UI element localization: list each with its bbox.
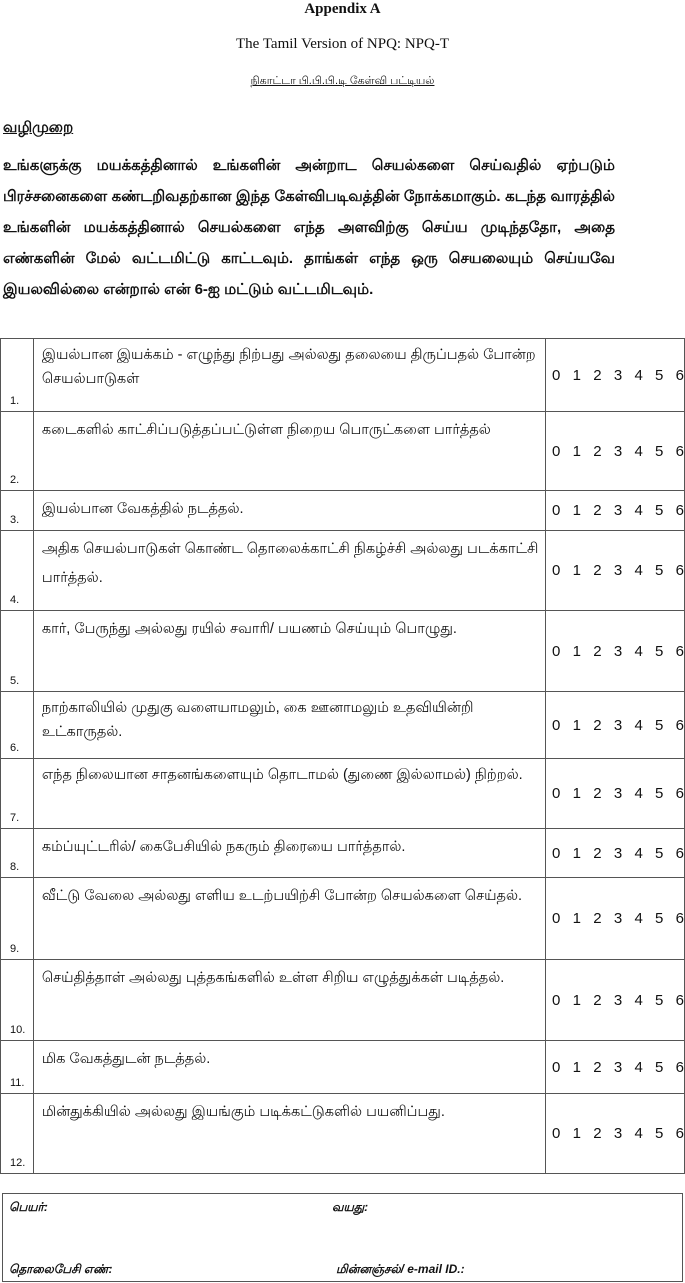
question-text: கடைகளில் காட்சிப்படுத்தப்பட்டுள்ள நிறைய பொருட்களை பார்த்தல்: [33, 412, 545, 491]
question-row: [1, 1041, 685, 1094]
question-text: இயல்பான வேகத்தில் நடத்தல்.: [33, 491, 545, 531]
score-option[interactable]: 2: [593, 844, 602, 862]
score-option[interactable]: 5: [655, 366, 664, 384]
score-option[interactable]: 5: [655, 562, 664, 579]
score-option[interactable]: 0: [552, 502, 561, 519]
score-option[interactable]: 4: [634, 366, 643, 384]
score-option[interactable]: 5: [655, 1058, 664, 1076]
score-option[interactable]: 1: [572, 442, 581, 460]
question-row: [1, 1094, 685, 1174]
score-option[interactable]: 3: [613, 562, 623, 579]
score-option[interactable]: 4: [634, 442, 643, 460]
question-number: 1.: [1, 339, 34, 412]
score-option[interactable]: 2: [593, 442, 602, 460]
rating-scale: [546, 692, 685, 759]
score-option[interactable]: 5: [655, 642, 664, 660]
score-option[interactable]: 5: [655, 502, 664, 519]
question-number: 2.: [1, 412, 34, 491]
score-option[interactable]: 5: [655, 785, 664, 802]
score-option[interactable]: 4: [634, 991, 643, 1009]
score-option[interactable]: 0: [552, 785, 561, 802]
score-option[interactable]: 6: [675, 366, 684, 384]
question-number: 11.: [1, 1041, 34, 1094]
score-option[interactable]: 0: [552, 991, 561, 1009]
score-option[interactable]: 1: [572, 910, 581, 927]
score-option[interactable]: 5: [655, 910, 664, 927]
question-row: [1, 611, 685, 692]
rating-scale: [546, 1094, 685, 1174]
score-option[interactable]: 3: [613, 642, 623, 660]
rating-scale: [546, 759, 685, 829]
question-text: அதிக செயல்பாடுகள் கொண்ட தொலைக்காட்சி நிகழ்ச்சி அல்லது படக்காட்சி பார்த்தல்.: [33, 531, 545, 611]
question-text: நாற்காலியில் முதுகு வளையாமலும், கை ஊனாமலும் உதவியின்றி உட்காருதல்.: [33, 692, 545, 759]
score-option[interactable]: 2: [593, 716, 602, 734]
score-option[interactable]: 5: [655, 442, 664, 460]
rating-scale: [546, 960, 685, 1041]
score-option[interactable]: 0: [552, 1125, 561, 1142]
score-option[interactable]: 6: [675, 642, 684, 660]
score-option[interactable]: 3: [613, 366, 623, 384]
score-option[interactable]: 1: [572, 991, 581, 1009]
score-option[interactable]: 0: [552, 562, 561, 579]
question-text: கம்ப்யுட்டரில்/ கைபேசியில் நகரும் திரையை பார்த்தால்.: [33, 829, 545, 878]
question-text: கார், பேருந்து அல்லது ரயில் சவாரி/ பயணம் செய்யும் பொழுது.: [33, 611, 545, 692]
rating-scale: [546, 412, 685, 491]
question-text: எந்த நிலையான சாதனங்களையும் தொடாமல் (துணை இல்லாமல்) நிற்றல்.: [33, 759, 545, 829]
question-row: [1, 692, 685, 759]
score-option[interactable]: 4: [634, 716, 643, 734]
score-option[interactable]: 6: [675, 1125, 684, 1142]
score-option[interactable]: 3: [613, 910, 623, 927]
score-option[interactable]: 1: [572, 785, 581, 802]
score-option[interactable]: 6: [675, 716, 684, 734]
question-number: 5.: [1, 611, 34, 692]
instructions-text: உங்களுக்கு மயக்கத்தினால் உங்களின் அன்றாட செயல்களை செய்வதில் ஏற்படும் பிரச்சனைகளை கண்டறிவதற்கான இந்த கேள்விபடிவத்தின் நோக்கமாகும். கடந்த வாரத்தில் உங்களின் மயக்கத்தினால் செயல்களை எந்த அளவிற்கு செய்ய முடிந்ததோ, அதை எண்களின் மேல் வட்டமிட்டு காட்டவும். தாங்கள் எந்த ஒரு செயலையும் செய்யவே இயலவில்லை என்றால் என் 6-ஐ மட்டும் வட்டமிடவும்.: [3, 157, 615, 298]
respondent-info-box: [2, 1193, 683, 1282]
score-option[interactable]: 1: [572, 1125, 581, 1142]
question-number: 12.: [1, 1094, 34, 1174]
score-option[interactable]: 5: [655, 716, 664, 734]
score-option[interactable]: 3: [613, 1125, 623, 1142]
score-option[interactable]: 4: [634, 1125, 643, 1142]
score-option[interactable]: 2: [593, 991, 602, 1009]
score-option[interactable]: 4: [634, 562, 643, 579]
score-option[interactable]: 4: [634, 785, 643, 802]
score-option[interactable]: 1: [572, 1058, 581, 1076]
score-option[interactable]: 3: [613, 716, 623, 734]
score-option[interactable]: 4: [634, 642, 643, 660]
email-field-label: மின்னஞ்சல்/ e-mail ID.:: [336, 1262, 465, 1276]
score-option[interactable]: 5: [655, 1125, 664, 1142]
score-option[interactable]: 6: [675, 1058, 684, 1076]
score-option[interactable]: 3: [613, 991, 623, 1009]
document-subtitle: The Tamil Version of NPQ: NPQ-T: [236, 36, 449, 52]
score-option[interactable]: 2: [593, 1125, 602, 1142]
question-row: [1, 829, 685, 878]
question-number: 8.: [1, 829, 34, 878]
score-option[interactable]: 3: [613, 442, 623, 460]
score-option[interactable]: 2: [593, 785, 602, 802]
score-option[interactable]: 1: [572, 642, 581, 660]
score-option[interactable]: 0: [552, 442, 561, 460]
score-option[interactable]: 0: [552, 366, 561, 384]
question-row: [1, 960, 685, 1041]
score-option[interactable]: 3: [613, 1058, 623, 1076]
question-row: [1, 412, 685, 491]
questionnaire-table: [0, 338, 685, 1174]
score-option[interactable]: 6: [675, 785, 684, 802]
question-number: 6.: [1, 692, 34, 759]
question-number: 7.: [1, 759, 34, 829]
question-row: [1, 491, 685, 531]
score-option[interactable]: 6: [675, 844, 684, 862]
score-option[interactable]: 0: [552, 1058, 561, 1076]
question-text: மின்துக்கியில் அல்லது இயங்கும் படிக்கட்டுகளில் பயனிப்பது.: [33, 1094, 545, 1174]
name-field-label: பெயர்:: [9, 1200, 48, 1214]
age-field-label: வயது:: [332, 1200, 369, 1214]
score-option[interactable]: 2: [593, 562, 602, 579]
score-option[interactable]: 5: [655, 844, 664, 862]
question-text: செய்தித்தாள் அல்லது புத்தகங்களில் உள்ள சிறிய எழுத்துக்கள் படித்தல்.: [33, 960, 545, 1041]
score-option[interactable]: 0: [552, 910, 561, 927]
score-option[interactable]: 2: [593, 502, 602, 519]
rating-scale: [546, 611, 685, 692]
question-number: 3.: [1, 491, 34, 531]
score-option[interactable]: 6: [675, 562, 684, 579]
score-option[interactable]: 5: [655, 991, 664, 1009]
score-option[interactable]: 4: [634, 502, 643, 519]
rating-scale: [546, 1041, 685, 1094]
question-row: [1, 759, 685, 829]
score-option[interactable]: 6: [675, 991, 684, 1009]
score-option[interactable]: 1: [572, 716, 581, 734]
question-row: [1, 531, 685, 611]
score-option[interactable]: 6: [675, 442, 684, 460]
score-option[interactable]: 1: [572, 366, 581, 384]
score-option[interactable]: 3: [613, 844, 623, 862]
score-option[interactable]: 2: [593, 910, 602, 927]
score-option[interactable]: 0: [552, 642, 561, 660]
score-option[interactable]: 2: [593, 366, 602, 384]
score-option[interactable]: 4: [634, 910, 643, 927]
score-option[interactable]: 6: [675, 910, 684, 927]
rating-scale: [546, 531, 685, 611]
rating-scale: [546, 878, 685, 960]
question-number: 10.: [1, 960, 34, 1041]
score-option[interactable]: 4: [634, 1058, 643, 1076]
appendix-title: Appendix A: [304, 1, 381, 17]
question-text: மிக வேகத்துடன் நடத்தல்.: [33, 1041, 545, 1094]
score-option[interactable]: 1: [572, 502, 581, 519]
score-option[interactable]: 2: [593, 642, 602, 660]
question-row: [1, 339, 685, 412]
tamil-title: நிகாட்டா பி.பி.பி.டி கேள்வி பட்டியல்: [250, 75, 435, 87]
rating-scale: [546, 491, 685, 531]
score-option[interactable]: 0: [552, 716, 561, 734]
phone-field-label: தொலைபேசி எண்:: [9, 1262, 113, 1276]
question-text: வீட்டு வேலை அல்லது எளிய உடற்பயிற்சி போன்ற செயல்களை செய்தல்.: [33, 878, 545, 960]
score-option[interactable]: 3: [613, 785, 623, 802]
score-option[interactable]: 1: [572, 844, 581, 862]
question-text: இயல்பான இயக்கம் - எழுந்து நிற்பது அல்லது தலையை திருப்பதல் போன்ற செயல்பாடுகள்: [33, 339, 545, 412]
score-option[interactable]: 1: [572, 562, 581, 579]
score-option[interactable]: 6: [675, 502, 684, 519]
score-option[interactable]: 2: [593, 1058, 602, 1076]
question-number: 9.: [1, 878, 34, 960]
instructions-heading: வழிமுறை: [3, 119, 74, 136]
question-number: 4.: [1, 531, 34, 611]
score-option[interactable]: 4: [634, 844, 643, 862]
rating-scale: [546, 829, 685, 878]
rating-scale: [546, 339, 685, 412]
question-row: [1, 878, 685, 960]
score-option[interactable]: 0: [552, 844, 561, 862]
score-option[interactable]: 3: [613, 502, 623, 519]
